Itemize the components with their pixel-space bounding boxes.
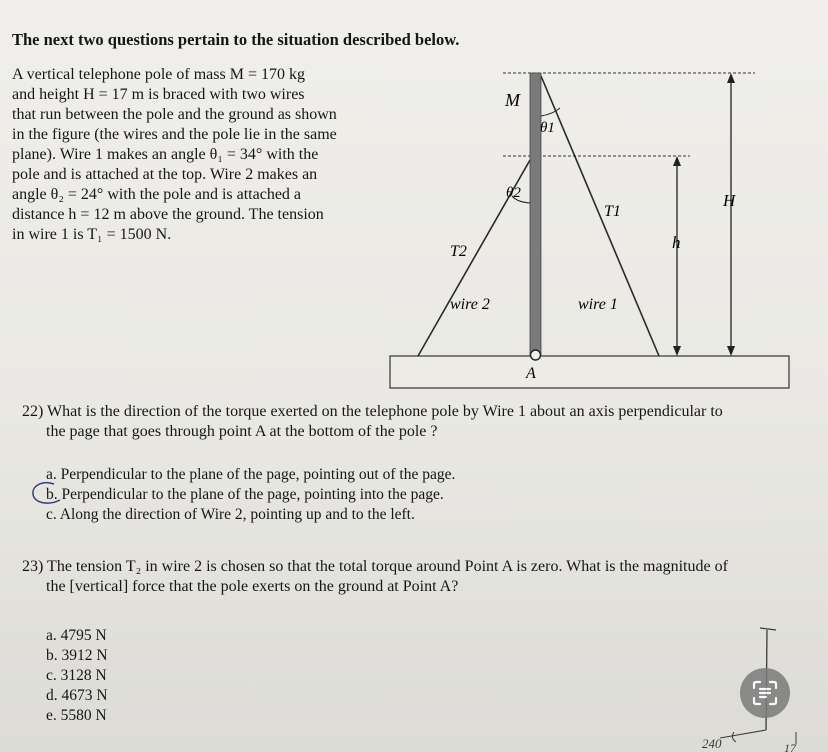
question-23-text-cont: the [vertical] force that the pole exerts on the ground at Point A?	[46, 578, 459, 595]
text-scan-icon	[752, 680, 778, 706]
big-h-arrow-head-up	[727, 73, 735, 83]
problem-line: distance h = 12 m above the ground. The tension	[12, 206, 324, 223]
question-23-text: 23) The tension T₂ in wire 2 is chosen so that the total torque around Point A is zero. What is the magnitude of	[22, 558, 728, 575]
big-h-label: H	[723, 191, 736, 210]
handwritten-circle	[28, 478, 68, 510]
problem-line: in wire 1 is T₁ = 1500 N.	[12, 226, 172, 243]
ground	[390, 356, 789, 388]
mass-label: M	[505, 90, 520, 110]
t2-label: T2	[450, 243, 467, 260]
theta2-label: θ2	[506, 185, 521, 201]
h-label: h	[672, 233, 681, 252]
problem-line: A vertical telephone pole of mass M = 170 kg	[12, 66, 305, 83]
h-arrow-head-up	[673, 156, 681, 166]
q22-option-c: c. Along the direction of Wire 2, pointing up and to the left.	[46, 506, 415, 523]
t1-label: T1	[604, 203, 621, 220]
question-22-text: 22) What is the direction of the torque exerted on the telephone pole by Wire 1 about an axis perpendicular to	[22, 403, 723, 420]
big-h-arrow-head-down	[727, 346, 735, 356]
q23-option-c: c. 3128 N	[46, 667, 107, 684]
problem-line: that run between the pole and the ground as shown	[12, 106, 337, 123]
q22-option-b: b. Perpendicular to the plane of the page, pointing into the page.	[46, 486, 444, 503]
telephone-pole	[530, 73, 541, 356]
q23-option-e: e. 5580 N	[46, 707, 107, 724]
handwritten-note-240: 240	[702, 736, 722, 751]
q22-option-a: a. Perpendicular to the plane of the page, pointing out of the page.	[46, 466, 456, 483]
wire-1-label: wire 1	[578, 296, 618, 313]
problem-line: pole and is attached at the top. Wire 2 makes an	[12, 166, 318, 183]
problem-line: in the figure (the wires and the pole lie in the same	[12, 126, 337, 143]
q23-option-a: a. 4795 N	[46, 627, 107, 644]
point-a-label: A	[526, 365, 536, 382]
live-text-button[interactable]	[740, 668, 790, 718]
q23-option-b: b. 3912 N	[46, 647, 108, 664]
wire-1	[541, 76, 659, 356]
wire-2-label: wire 2	[450, 296, 490, 313]
question-22-text-cont: the page that goes through point A at the bottom of the pole ?	[46, 423, 438, 440]
handwritten-note-17: 17	[784, 741, 796, 752]
q23-option-d: d. 4673 N	[46, 687, 108, 704]
h-arrow-head-down	[673, 346, 681, 356]
problem-line: plane). Wire 1 makes an angle θ₁ = 34° with the	[12, 146, 319, 163]
problem-line: and height H = 17 m is braced with two wires	[12, 86, 305, 103]
section-heading: The next two questions pertain to the situation described below.	[12, 30, 460, 49]
theta1-label: θ1	[540, 120, 555, 136]
problem-line: angle θ₂ = 24° with the pole and is attached a	[12, 186, 302, 203]
point-a-marker	[531, 350, 541, 360]
